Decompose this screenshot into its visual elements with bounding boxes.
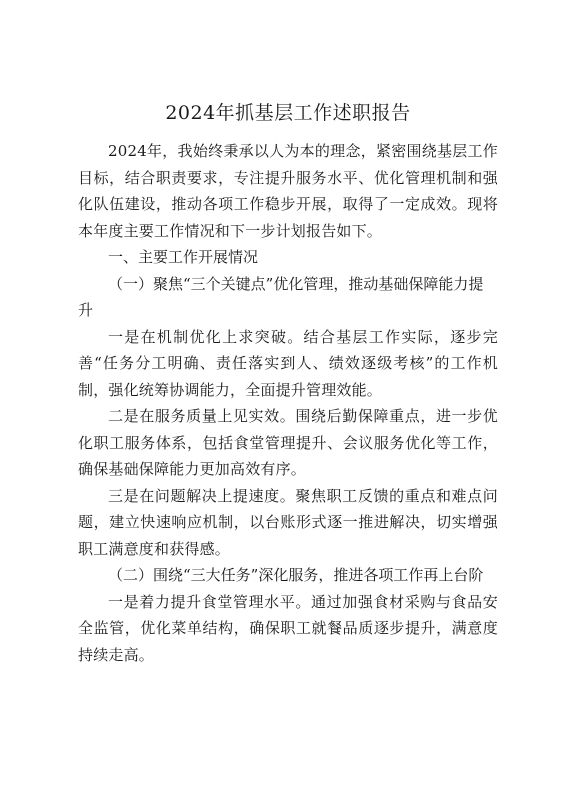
body-paragraph: 二是在服务质量上见实效。围绕后勤保障重点，进一步优化职工服务体系，包括食堂管理提升、会议服务优化等工作，确保基础保障能力更加高效有序。 bbox=[78, 407, 498, 478]
body-paragraph: 一是在机制优化上求突破。结合基层工作实际，逐步完善“任务分工明确、责任落实到人、绩效逐级考核”的工作机制，强化统筹协调能力，全面提升管理效能。 bbox=[78, 327, 498, 399]
subsection-heading-2: （二）围绕“三大任务”深化服务，推进各项工作再上台阶 bbox=[108, 566, 484, 584]
body-paragraph: 三是在问题解决上提速度。聚焦职工反馈的重点和难点问题，建立快速响应机制，以台账形式逐一推进解决，切实增强职工满意度和获得感。 bbox=[78, 486, 498, 558]
subsection-heading-1: （一）聚焦“三个关键点”优化管理，推动基础保障能力提升 bbox=[78, 274, 484, 319]
section-heading-1: 一、主要工作开展情况 bbox=[108, 248, 259, 266]
document-page bbox=[78, 100, 498, 668]
document-title: 2024年抓基层工作述职报告 bbox=[165, 102, 411, 124]
body-paragraph: 一是着力提升食堂管理水平。通过加强食材采购与食品安全监管，优化菜单结构，确保职工就餐品质逐步提升，满意度持续走高。 bbox=[78, 592, 498, 664]
intro-paragraph: 2024年，我始终秉承以人为本的理念，紧密围绕基层工作目标，结合职责要求，专注提升服务水平、优化管理机制和强化队伍建设，推动各项工作稳步开展，取得了一定成效。现将本年度主要工作情况和下一步计划报告如下。 bbox=[78, 142, 498, 240]
